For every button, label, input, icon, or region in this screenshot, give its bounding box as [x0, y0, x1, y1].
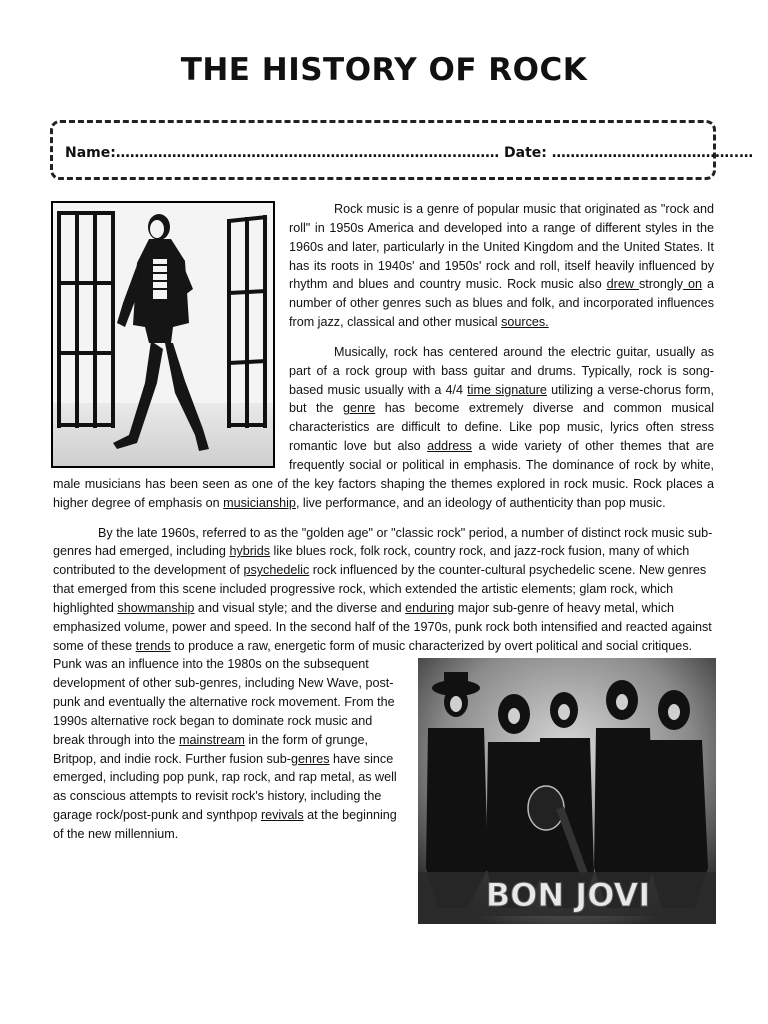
text-run: Musically, rock has centered around the electric guitar, usually as part of a rock group with bass guitar and drums. Typically, rock is song-based music usually with a 4/4 [289, 344, 714, 397]
text-run: strongly [638, 277, 684, 292]
band-logo: BON JOVI [485, 876, 651, 914]
text-run: have since emerged, including pop punk, rap rock, and rap metal, as well as conscious attempts to revisit rock's history, including the garage rock/post-punk and synthpop [53, 751, 397, 823]
vocab-word: musicianship [223, 495, 296, 510]
vocab-word: genres [291, 751, 330, 766]
page-title: THE HISTORY OF ROCK [180, 52, 588, 88]
text-run: , live performance, and an ideology of authenticity than pop music. [295, 495, 666, 510]
text-run: a wide variety of other themes that are frequently social or political in emphasis. The dominance of rock by white, male musicians has been seen as one of the key factors shaping the themes explored in rock music. Rock places a higher degree of emphasis on [53, 439, 714, 510]
text-run: By the late 1960s, referred to as the "golden age" or "classic rock" period, a number of distinct rock music sub-genres had emerged, including [53, 525, 713, 559]
name-date-box [50, 120, 754, 180]
text-run: Rock music is a genre of popular music that originated as "rock and roll" in 1950s America and developed into a range of different styles in the 1960s and later, particularly in the United Kingdom and the United States. It has its roots in 1940s' and 1950s' rock and roll, itself heavily influenced by rhythm and blues and country music. Rock music also [289, 202, 714, 292]
vocab-word: drew [606, 277, 639, 292]
vocab-word: enduring [405, 600, 455, 615]
vocab-word: on [683, 277, 703, 292]
vocab-word: mainstream [179, 732, 245, 747]
text-run: to produce a raw, energetic form of music characterized by overt political and social critiques. Punk was an influence into the 1980s on the subsequent development of other sub-genres, including New Wave, post-punk and eventually the alternative rock movement. From the 1990s alternative rock began to dominate rock music and break through into the [53, 638, 693, 747]
text-run: has become extremely diverse and common musical characteristics are difficult to define. Like pop music, lyrics often stress romantic love but also [289, 401, 714, 454]
vocab-word: trends [135, 638, 171, 653]
text-run: like blues rock, folk rock, country rock, and jazz-rock fusion, many of which contributed to the development of [53, 544, 690, 578]
vocab-word: psychedelic [243, 563, 310, 578]
vocab-word: genre [343, 401, 376, 416]
text-run: a number of other genres such as blues and folk, and incorporated influences from jazz, classical and other musical [289, 277, 714, 330]
text-run: major sub-genre of heavy metal, which emphasized volume, power and speed. In the second half of the 1970s, punk rock both intensified and reacted against some of these [53, 600, 712, 653]
vocab-word: address [427, 439, 472, 454]
text-run: in the form of grunge, Britpop, and indie rock. Further fusion sub- [53, 732, 369, 766]
elvis-photo-space [53, 200, 289, 470]
name-date-line[interactable]: Name:……………………………………………………………….……… Date: ………………………………….… [65, 145, 754, 161]
vocab-word: showmanship [117, 600, 195, 615]
text-run: rock influenced by the counter-cultural psychedelic scene. New genres that emerged from this scene included progressive rock, which extended the artistic elements; glam rock, which highlighted [53, 563, 707, 615]
band-photo-space [405, 658, 715, 940]
vocab-word: hybrids [229, 544, 271, 559]
vocab-word: time signature [467, 382, 547, 397]
article-body [53, 200, 715, 940]
vocab-word: sources. [501, 315, 549, 330]
text-run: at the beginning of the new millennium. [53, 808, 397, 841]
text-run: utilizing a verse-chorus form, but the [289, 382, 714, 416]
vocab-word: revivals [260, 808, 304, 823]
text-run: and visual style; and the diverse and [194, 600, 406, 615]
